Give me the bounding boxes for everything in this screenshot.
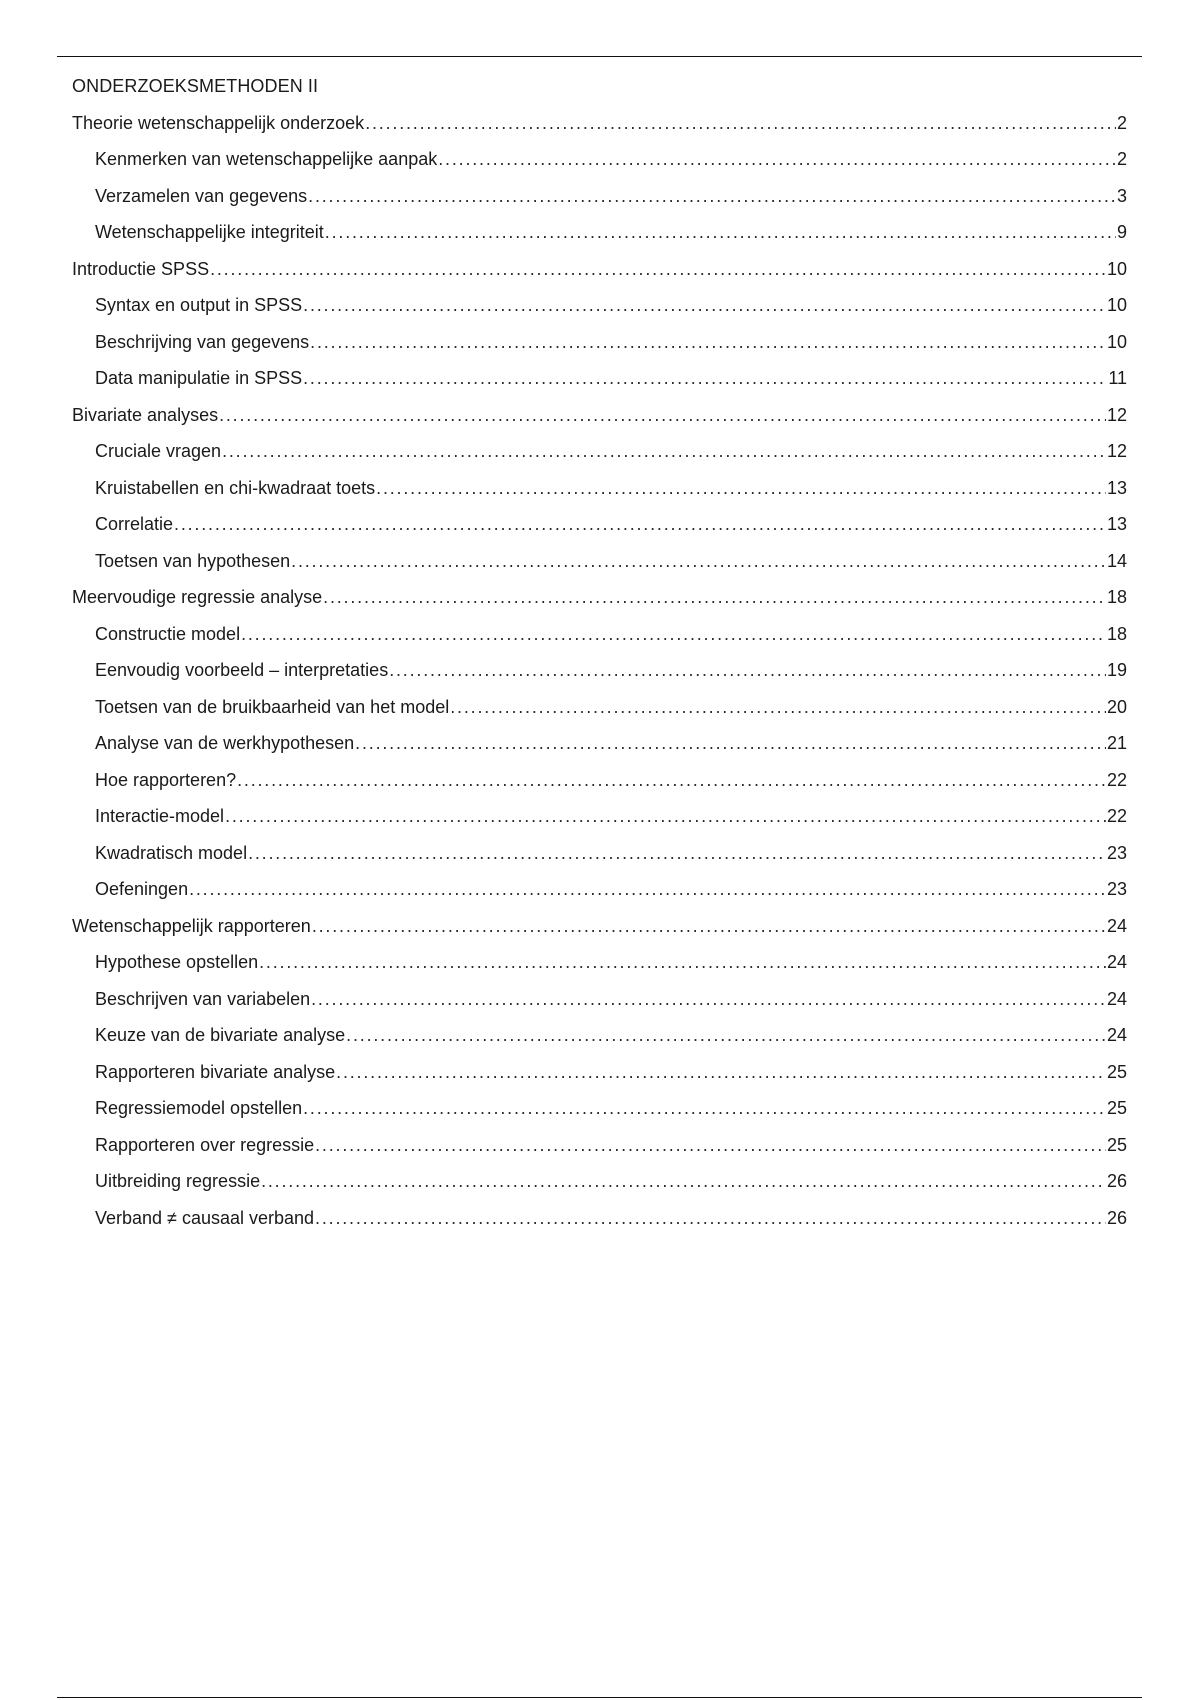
toc-dot-leader: [219, 403, 1106, 427]
toc-entry-label: Data manipulatie in SPSS: [95, 368, 303, 388]
document-title: ONDERZOEKSMETHODEN II: [72, 76, 319, 96]
toc-entry-label: Bivariate analyses: [72, 405, 219, 425]
toc-section-entry[interactable]: [72, 914, 1127, 950]
toc-subsection-entry[interactable]: [72, 658, 1127, 695]
toc-entry-label: Wetenschappelijk rapporteren: [72, 916, 311, 936]
toc-dot-leader: [174, 512, 1106, 536]
toc-entry-label: Eenvoudig voorbeeld – interpretaties: [95, 660, 389, 680]
toc-page-number: 2: [1116, 113, 1127, 133]
toc-subsection-entry[interactable]: [72, 439, 1127, 476]
toc-entry-label: Syntax en output in SPSS: [95, 295, 303, 315]
header-rule: [57, 56, 1142, 57]
toc-entry-label: Toetsen van de bruikbaarheid van het model: [95, 697, 450, 717]
toc-dot-leader: [450, 695, 1106, 719]
toc-subsection-entry[interactable]: [72, 220, 1127, 257]
toc-subsection-entry[interactable]: [72, 512, 1127, 549]
toc-entry-label: Uitbreiding regressie: [95, 1171, 261, 1191]
toc-subsection-entry[interactable]: [72, 877, 1127, 914]
toc-subsection-entry[interactable]: [72, 1023, 1127, 1060]
toc-entry-label: Cruciale vragen: [95, 441, 222, 461]
toc-subsection-entry[interactable]: [72, 950, 1127, 987]
toc-page-number: 23: [1106, 843, 1127, 863]
toc-subsection-entry[interactable]: [72, 1169, 1127, 1206]
toc-subsection-entry[interactable]: [72, 476, 1127, 512]
footer-rule: [57, 1697, 1142, 1698]
toc-dot-leader: [315, 1133, 1106, 1157]
toc-entry-label: Beschrijven van variabelen: [95, 989, 311, 1009]
toc-entry-label: Kenmerken van wetenschappelijke aanpak: [95, 149, 438, 169]
toc-entry-label: Keuze van de bivariate analyse: [95, 1025, 346, 1045]
toc-dot-leader: [303, 293, 1106, 317]
toc-page-number: 12: [1106, 441, 1127, 461]
toc-dot-leader: [376, 476, 1106, 500]
toc-dot-leader: [323, 585, 1106, 609]
toc-page-number: 10: [1106, 259, 1127, 279]
toc-entry-label: Oefeningen: [95, 879, 189, 899]
toc-page-number: 26: [1106, 1171, 1127, 1191]
toc-page-number: 12: [1106, 405, 1127, 425]
toc-section-entry[interactable]: [72, 111, 1127, 147]
toc-entry-label: Hypothese opstellen: [95, 952, 259, 972]
toc-page-number: 11: [1108, 368, 1127, 388]
toc-page-number: 14: [1106, 551, 1127, 571]
toc-entry-label: Toetsen van hypothesen: [95, 551, 291, 571]
toc-dot-leader: [438, 147, 1116, 171]
toc-page-number: 18: [1106, 624, 1127, 644]
toc-entry-label: Theorie wetenschappelijk onderzoek: [72, 113, 365, 133]
toc-page-number: 25: [1106, 1062, 1127, 1082]
toc-dot-leader: [346, 1023, 1106, 1047]
toc-subsection-entry[interactable]: [72, 695, 1127, 731]
toc-page-number: 22: [1106, 770, 1127, 790]
toc-subsection-entry[interactable]: [72, 841, 1127, 877]
toc-subsection-entry[interactable]: [72, 804, 1127, 841]
toc-dot-leader: [311, 987, 1106, 1011]
toc-subsection-entry[interactable]: [72, 184, 1127, 220]
toc-dot-leader: [308, 184, 1116, 208]
toc-dot-leader: [312, 914, 1106, 938]
toc-subsection-entry[interactable]: [72, 330, 1127, 366]
toc-dot-leader: [291, 549, 1106, 573]
toc-entry-label: Meervoudige regressie analyse: [72, 587, 323, 607]
toc-dot-leader: [259, 950, 1106, 974]
toc-entry-label: Rapporteren over regressie: [95, 1135, 315, 1155]
toc-subsection-entry[interactable]: [72, 293, 1127, 330]
toc-page-number: 23: [1106, 879, 1127, 899]
toc-section-entry[interactable]: [72, 585, 1127, 622]
toc-dot-leader: [365, 111, 1116, 135]
toc-page-number: 3: [1116, 186, 1127, 206]
toc-page-number: 20: [1106, 697, 1127, 717]
toc-page-number: 9: [1116, 222, 1127, 242]
toc-subsection-entry[interactable]: [72, 731, 1127, 768]
toc-dot-leader: [325, 220, 1116, 244]
toc-dot-leader: [355, 731, 1106, 755]
toc-page-number: 25: [1106, 1098, 1127, 1118]
toc-subsection-entry[interactable]: [72, 1096, 1127, 1133]
toc-page-number: 24: [1106, 952, 1127, 972]
toc-entry-label: Constructie model: [95, 624, 241, 644]
toc-dot-leader: [248, 841, 1106, 865]
toc-page-number: 22: [1106, 806, 1127, 826]
toc-subsection-entry[interactable]: [72, 622, 1127, 658]
toc-dot-leader: [303, 366, 1107, 390]
toc-page-number: 25: [1106, 1135, 1127, 1155]
toc-entry-label: Wetenschappelijke integriteit: [95, 222, 324, 242]
toc-dot-leader: [389, 658, 1106, 682]
toc-entry-label: Verzamelen van gegevens: [95, 186, 308, 206]
toc-page-number: 24: [1106, 916, 1127, 936]
toc-dot-leader: [303, 1096, 1106, 1120]
toc-entry-label: Beschrijving van gegevens: [95, 332, 310, 352]
toc-subsection-entry[interactable]: [72, 147, 1127, 184]
toc-dot-leader: [222, 439, 1106, 463]
toc-page-number: 10: [1106, 295, 1127, 315]
toc-dot-leader: [189, 877, 1106, 901]
toc-page-number: 24: [1106, 1025, 1127, 1045]
toc-subsection-entry[interactable]: [72, 1060, 1127, 1096]
toc-entry-label: Hoe rapporteren?: [95, 770, 237, 790]
toc-entry-label: Introductie SPSS: [72, 259, 210, 279]
toc-dot-leader: [241, 622, 1106, 646]
toc-section-entry[interactable]: [72, 257, 1127, 293]
toc-page-number: 2: [1116, 149, 1127, 169]
toc-dot-leader: [315, 1206, 1106, 1230]
toc-page-number: 13: [1106, 514, 1127, 534]
toc-page-number: 19: [1106, 660, 1127, 680]
toc-page-number: 24: [1106, 989, 1127, 1009]
toc-subsection-entry[interactable]: [72, 549, 1127, 585]
toc-section-entry[interactable]: [72, 403, 1127, 439]
toc-page-number: 18: [1106, 587, 1127, 607]
toc-page-number: 26: [1106, 1208, 1127, 1228]
toc-page-number: 13: [1106, 478, 1127, 498]
toc-dot-leader: [225, 804, 1106, 828]
toc-entry-label: Correlatie: [95, 514, 174, 534]
toc-dot-leader: [210, 257, 1106, 281]
toc-entry-label: Analyse van de werkhypothesen: [95, 733, 355, 753]
toc-entry-label: Regressiemodel opstellen: [95, 1098, 303, 1118]
toc-page-number: 10: [1106, 332, 1127, 352]
toc-page-number: 21: [1106, 733, 1127, 753]
toc-subsection-entry[interactable]: [72, 366, 1127, 403]
toc-entry-label: Rapporteren bivariate analyse: [95, 1062, 336, 1082]
toc-subsection-entry[interactable]: [72, 1133, 1127, 1169]
toc-subsection-entry[interactable]: [72, 987, 1127, 1023]
toc-subsection-entry[interactable]: [72, 768, 1127, 804]
toc-dot-leader: [261, 1169, 1106, 1193]
toc-dot-leader: [310, 330, 1106, 354]
toc-subsection-entry[interactable]: [72, 1206, 1127, 1242]
toc-entry-label: Verband ≠ causaal verband: [95, 1208, 315, 1228]
toc-dot-leader: [336, 1060, 1106, 1084]
toc-entry-label: Kwadratisch model: [95, 843, 248, 863]
table-of-contents: [72, 111, 1127, 1242]
toc-entry-label: Kruistabellen en chi-kwadraat toets: [95, 478, 376, 498]
toc-entry-label: Interactie-model: [95, 806, 225, 826]
toc-dot-leader: [237, 768, 1106, 792]
